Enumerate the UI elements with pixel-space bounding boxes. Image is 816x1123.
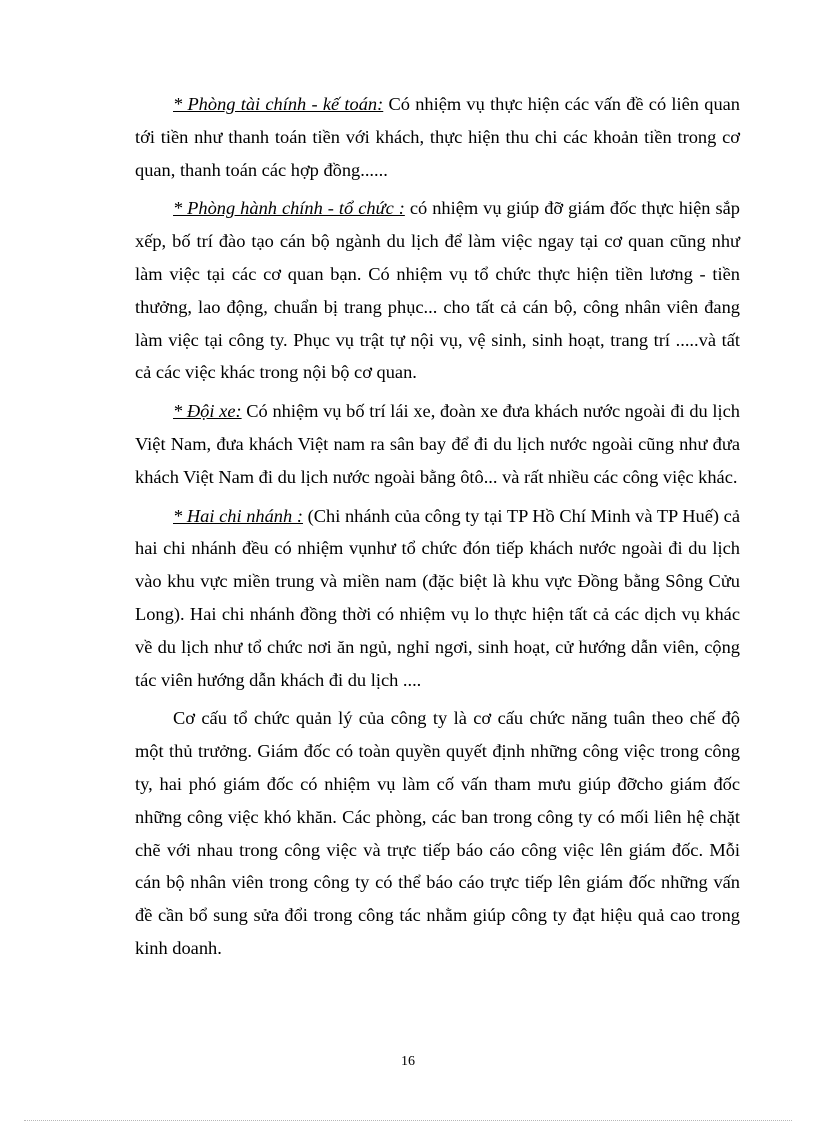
paragraph-text: Có nhiệm vụ thực hiện các vấn đề có liên quan tới tiền như thanh toán tiền với khách, thực hiện thu chi các khoản tiền trong cơ quan, thanh toán các hợp đồng......	[135, 94, 740, 180]
paragraph-text: Có nhiệm vụ bố trí lái xe, đoàn xe đưa khách nước ngoài đi du lịch Việt Nam, đưa khách Việt nam ra sân bay để đi du lịch nước ngoài cũng như đưa khách Việt Nam đi du lịch nước ngoài bằng ôtô... và rất nhiều các công việc khác.	[135, 401, 740, 487]
paragraph-management-structure	[135, 702, 740, 964]
paragraph-finance-accounting	[135, 88, 740, 186]
paragraph-vehicle-team	[135, 395, 740, 493]
paragraph-heading: * Đội xe:	[173, 401, 242, 422]
paragraph-heading: * Phòng hành chính - tổ chức :	[173, 198, 405, 219]
paragraph-text: có nhiệm vụ giúp đỡ giám đốc thực hiện sắp xếp, bố trí đào tạo cán bộ ngành du lịch để làm việc ngay tại cơ quan cũng như làm việc tại các cơ quan bạn. Có nhiệm vụ tổ chức thực hiện tiền lương - tiền thưởng, lao động, chuẩn bị trang phục... cho tất cả cán bộ, công nhân viên đang làm việc tại công ty. Phục vụ trật tự nội vụ, vệ sinh, sinh hoạt, trang trí .....và tất cả các việc khác trong nội bộ cơ quan.	[135, 198, 740, 383]
paragraph-admin-organization	[135, 192, 740, 389]
paragraph-two-branches	[135, 500, 740, 697]
paragraph-heading: * Phòng tài chính - kế toán:	[173, 94, 384, 114]
paragraph-heading: * Hai chi nhánh :	[173, 505, 303, 526]
paragraph-text: Cơ cấu tổ chức quản lý của công ty là cơ cấu chức năng tuân theo chế độ một thủ trưởng. Giám đốc có toàn quyền quyết định những công việc trong công ty, hai phó giám đốc có nhiệm vụ làm cố vấn tham mưu giúp đỡcho giám đốc những công việc khó khăn. Các phòng, các ban trong công ty có mối liên hệ chặt chẽ với nhau trong công việc và trực tiếp báo cáo công việc lên giám đốc. Mỗi cán bộ nhân viên trong công ty có thể báo cáo trực tiếp lên giám đốc những vấn đề cần bổ sung sửa đổi trong công tác nhằm giúp công ty đạt hiệu quả cao trong kinh doanh.	[135, 708, 740, 958]
document-body	[135, 88, 740, 971]
page-number: 16	[401, 1054, 415, 1069]
page-bottom-border	[24, 1120, 792, 1121]
paragraph-text: (Chi nhánh của công ty tại TP Hồ Chí Minh và TP Huế) cả hai chi nhánh đều có nhiệm vụnhư tổ chức đón tiếp khách nước ngoài đi du lịch vào khu vực miền trung và miền nam (đặc biệt là khu vực Đồng bằng Sông Cửu Long). Hai chi nhánh đồng thời có nhiệm vụ lo thực hiện tất cả các dịch vụ khác về du lịch như tổ chức nơi ăn ngủ, nghỉ ngơi, sinh hoạt, cử hướng dẫn viên, cộng tác viên hướng dẫn khách đi du lịch ....	[135, 505, 741, 690]
